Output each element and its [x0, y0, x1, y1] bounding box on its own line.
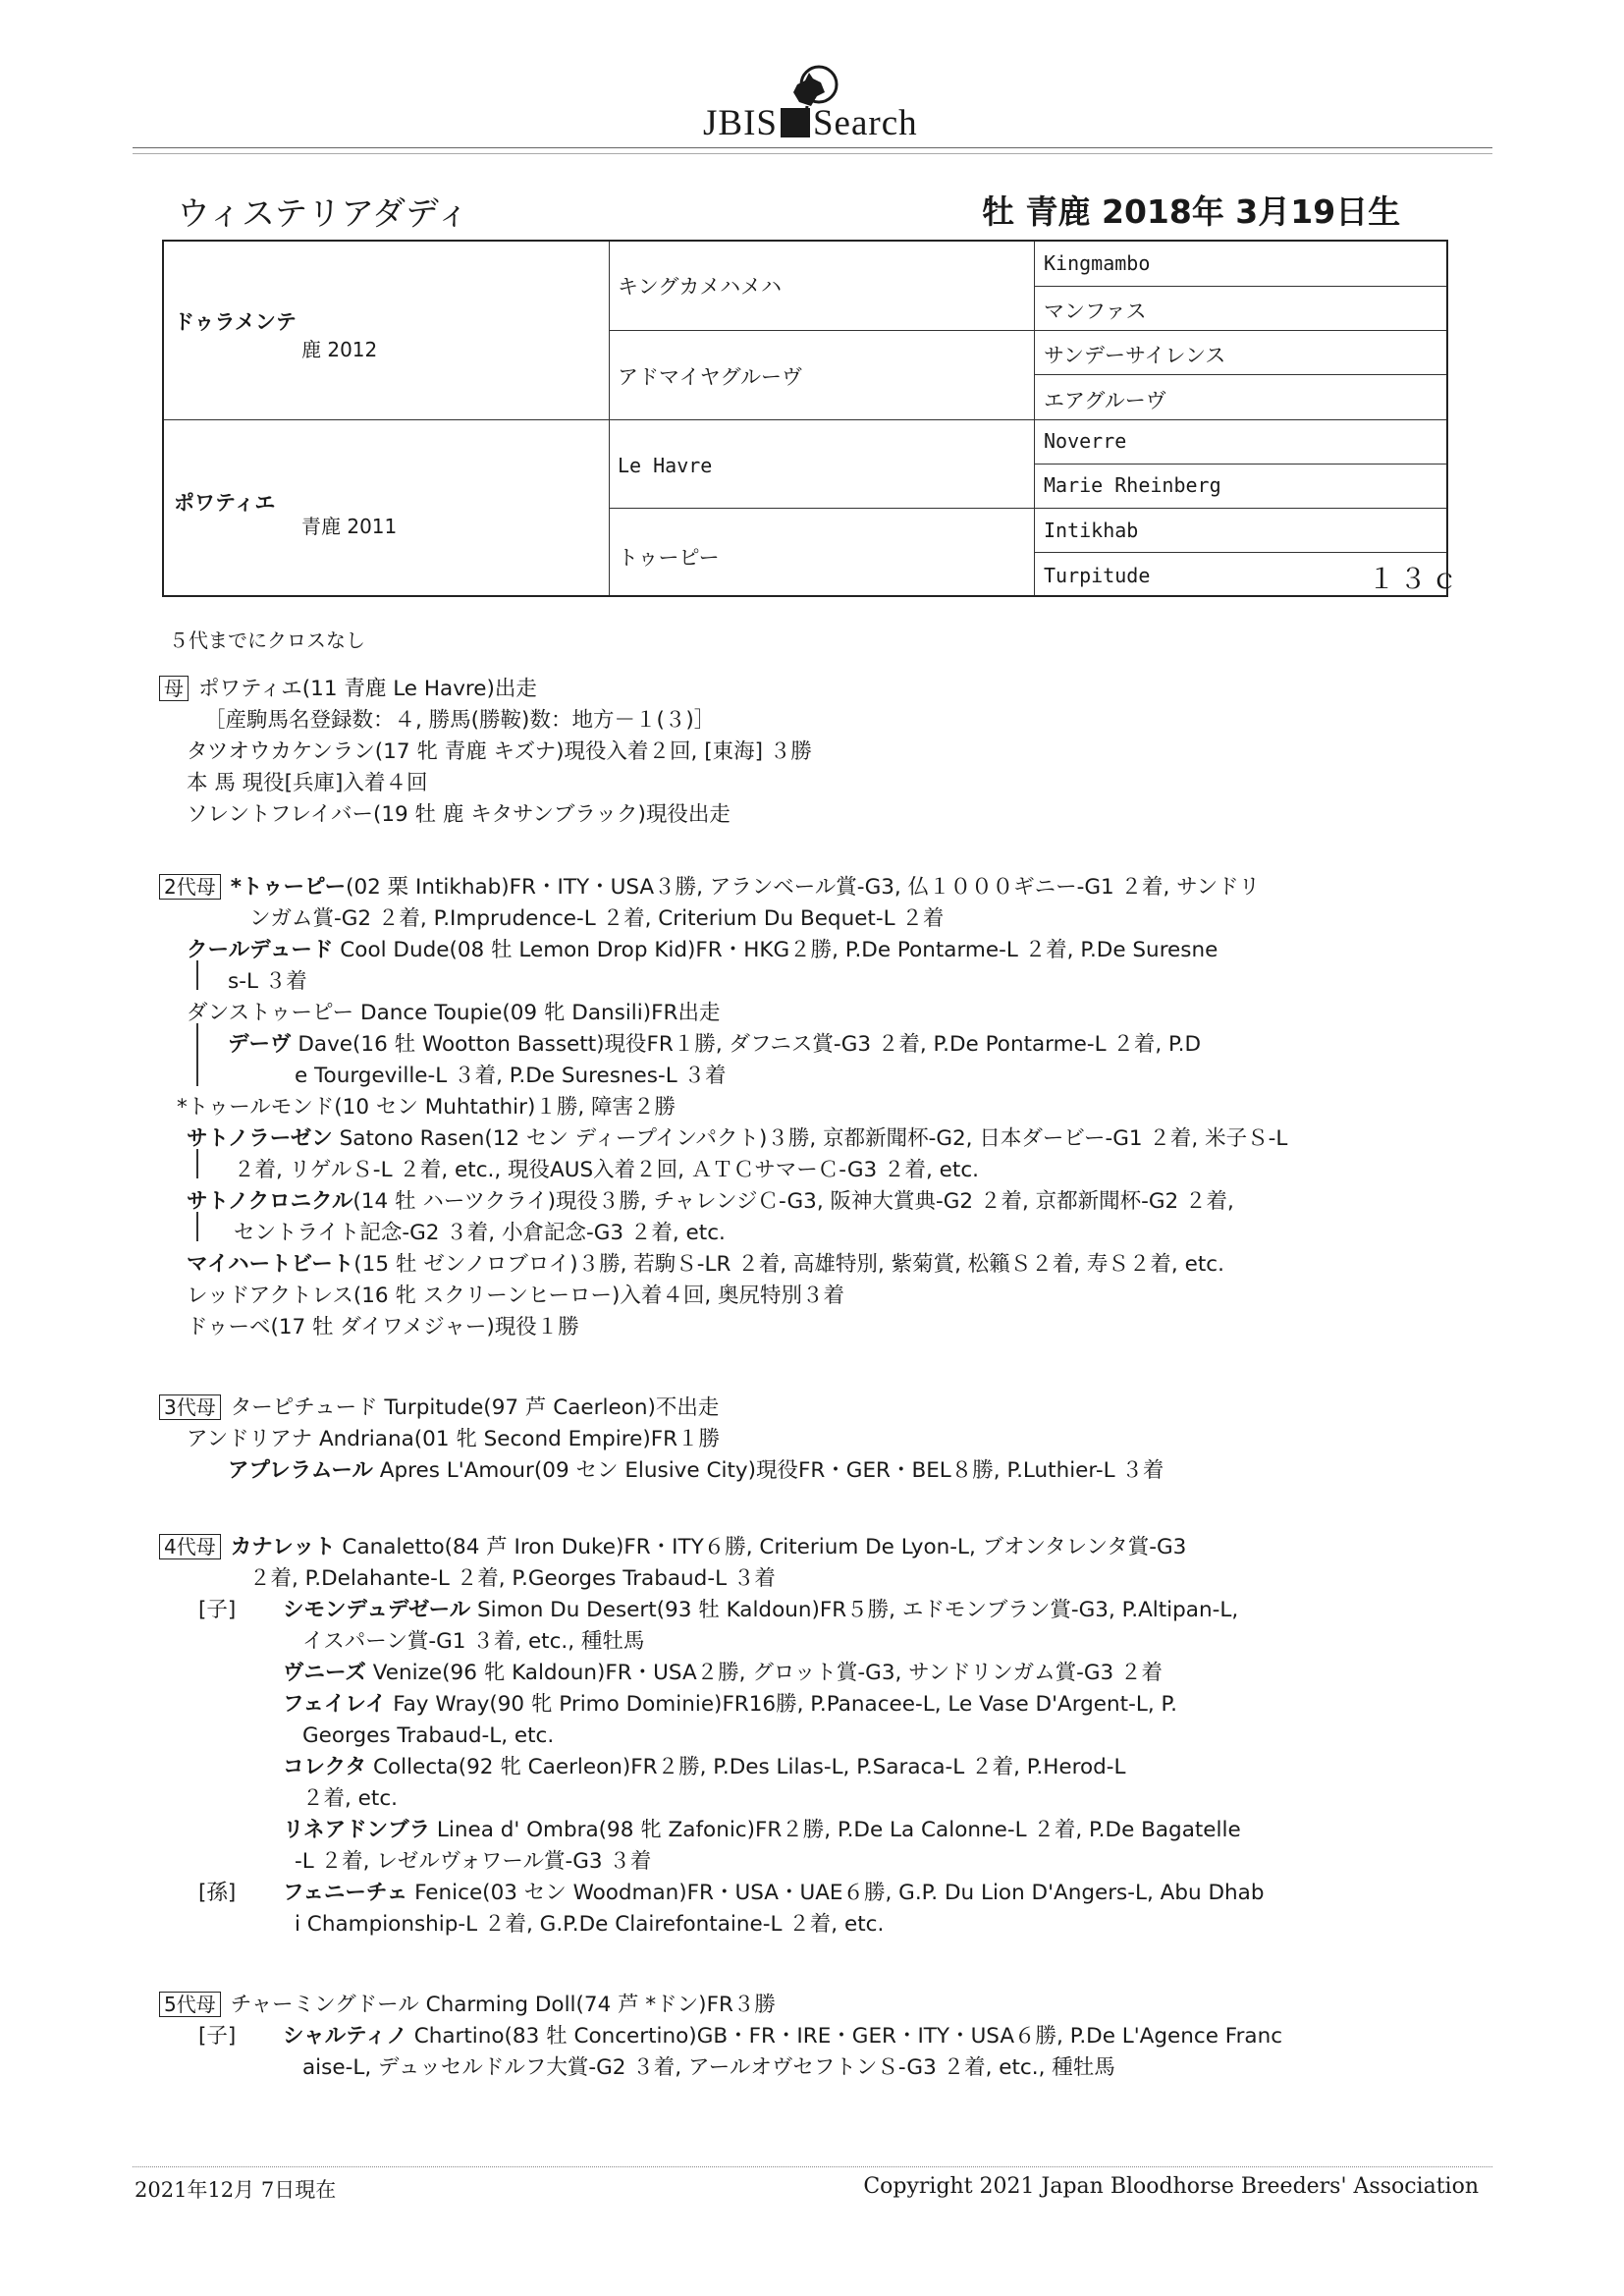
g2-name: *トゥーピー	[230, 875, 347, 900]
g5-child-name: シャルティノ	[283, 2024, 407, 2049]
logo-square	[781, 108, 810, 137]
g2-line-1: (02 栗 Intikhab)FR・ITY・USA３勝, アランベール賞-G3, 仏１０００ギニー-G1 ２着, サンドリ	[346, 875, 1261, 900]
footer-rule	[133, 2166, 1492, 2167]
g4-child-4-name: コレクタ	[283, 1755, 367, 1779]
dam-section	[157, 674, 1463, 841]
g2-line-7: e Tourgeville-L ３着, P.De Suresnes-L ３着	[295, 1064, 727, 1088]
ped-divider-2	[1034, 242, 1035, 595]
g4-line-3: Simon Du Desert(93 牡 Kaldoun)FR５勝, エドモンブラン賞-G3, P.Altipan-L,	[470, 1598, 1239, 1622]
g4-tag: 4代母	[159, 1534, 221, 1559]
g4-section	[157, 1532, 1463, 1964]
dam-line-4: 本 馬 現役[兵庫]入着４回	[187, 771, 428, 795]
g3-3: サンデーサイレンス	[1044, 344, 1226, 367]
g4-line-9: ２着, etc.	[302, 1786, 398, 1811]
g4-line-1: Canaletto(84 芦 Iron Duke)FR・ITY６勝, Criterium De Lyon-L, ブオンタレンタ賞-G3	[335, 1535, 1187, 1559]
dam-line-2: ［産駒馬名登録数：４, 勝馬(勝鞍)数：地方－１(３)］	[204, 708, 716, 733]
g2-grandchild-name: デーヴ	[228, 1032, 292, 1057]
g5-line-3: aise-L, デュッセルドルフ大賞-G2 ３着, アールオヴセフトンＳ-G3 ２着, etc., 種牡馬	[302, 2055, 1115, 2080]
g3-line-1: ターピチュード Turpitude(97 芦 Caerleon)不出走	[230, 1395, 720, 1420]
cross-note: ５代までにクロスなし	[169, 629, 365, 652]
g2-line-14: レッドアクトレス(16 牝 スクリーンヒーロー)入着４回, 奥尻特別３着	[187, 1284, 845, 1308]
g4-line-6: Fay Wray(90 牝 Primo Dominie)FR16勝, P.Panacee-L, Le Vase D'Argent-L, P.	[386, 1692, 1177, 1717]
sire-dam: アドマイヤグルーヴ	[618, 365, 802, 389]
g2-child-4-name: サトノクロニクル	[187, 1189, 353, 1214]
dam-sire: Le Havre	[618, 454, 713, 477]
horse-info: 牡 青鹿 2018年 3月19日生	[982, 192, 1401, 231]
g4-child-3-name: フェイレイ	[283, 1692, 387, 1717]
g2-line-11: (14 牡 ハーツクライ)現役３勝, チャレンジＣ-G3, 阪神大賞典-G2 ２着, 京都新聞杯-G2 ２着,	[352, 1189, 1234, 1214]
g3-4: エアグルーヴ	[1044, 389, 1166, 412]
g4-line-2: ２着, P.Delahante-L ２着, P.Georges Trabaud-L ３着	[249, 1566, 776, 1591]
g4-line-8: Collecta(92 牝 Caerleon)FR２勝, P.Des Lilas-L, P.Saraca-L ２着, P.Herod-L	[366, 1755, 1126, 1779]
g4-line-4: イスパーン賞-G1 ３着, etc., 種牡馬	[302, 1629, 645, 1654]
g2-section	[157, 872, 1463, 1363]
g3-1: Kingmambo	[1044, 251, 1151, 275]
dam-line-1: ポワティエ(11 青鹿 Le Havre)出走	[198, 677, 537, 701]
ped-divider-h	[164, 419, 1446, 420]
g4-child-5-name: リネアドンブラ	[283, 1818, 431, 1842]
header-rule-2	[133, 153, 1492, 154]
dam-line-5: ソレントフレイバー(19 牡 鹿 キタサンブラック)現役出走	[187, 802, 731, 827]
g4-name: カナレット	[230, 1535, 336, 1559]
g2-line-4: s-L ３着	[228, 969, 307, 994]
g4-line-7: Georges Trabaud-L, etc.	[302, 1723, 555, 1748]
dam-dam: トゥーピー	[618, 546, 720, 570]
g5-child-tag: [子]	[198, 2024, 237, 2049]
g3-5: Noverre	[1044, 429, 1127, 453]
g2-line-5: ダンストゥーピー Dance Toupie(09 牝 Dansili)FR出走	[187, 1001, 721, 1025]
g2-tag: 2代母	[159, 874, 221, 900]
g4-line-13: i Championship-L ２着, G.P.De Clairefontaine-L ２着, etc.	[295, 1912, 885, 1937]
g4-line-11: -L ２着, レゼルヴォワール賞-G3 ３着	[295, 1849, 652, 1874]
g4-line-5: Venize(96 牝 Kaldoun)FR・USA２勝, グロット賞-G3, サンドリンガム賞-G3 ２着	[365, 1661, 1164, 1685]
dam-detail: 青鹿 2011	[301, 515, 398, 538]
g2-line-13: (15 牡 ゼンノロブロイ)３勝, 若駒Ｓ-LR ２着, 高雄特別, 紫菊賞, 松籟Ｓ２着, 寿Ｓ２着, etc.	[353, 1252, 1224, 1277]
dam-line-3: タツオウカケンラン(17 牝 青鹿 キズナ)現役入着２回, [東海] ３勝	[187, 739, 812, 764]
g3-child-name: アプレラムール	[228, 1458, 373, 1483]
g3-line-3: Apres L'Amour(09 セン Elusive City)現役FR・GER・BEL８勝, P.Luthier-L ３着	[372, 1458, 1164, 1483]
g5-line-1: チャーミングドール Charming Doll(74 芦 *ドン)FR３勝	[230, 1993, 776, 2017]
g5-tag: 5代母	[159, 1992, 221, 2017]
sire-detail: 鹿 2012	[301, 338, 378, 361]
g4-line-10: Linea d' Ombra(98 牝 Zafonic)FR２勝, P.De La Calonne-L ２着, P.De Bagatelle	[430, 1818, 1241, 1842]
g3-7: Intikhab	[1044, 519, 1139, 542]
family-number: １３ｃ	[1368, 563, 1463, 595]
horse-name: ウィステリアダディ	[177, 194, 470, 234]
g2-line-12: セントライト記念-G2 ３着, 小倉記念-G3 ２着, etc.	[234, 1221, 726, 1245]
jbis-search-logo	[703, 63, 939, 145]
g3-section	[157, 1393, 1463, 1501]
g2-line-8: *トゥールモンド(10 セン Muhtathir)１勝, 障害２勝	[177, 1095, 677, 1120]
g5-section	[157, 1990, 1463, 2098]
g3-line-2: アンドリアナ Andriana(01 牝 Second Empire)FR１勝	[187, 1427, 721, 1451]
logo-search: Search	[812, 103, 918, 143]
sire-name: ドゥラメンテ	[174, 310, 297, 334]
g4-child-1-name: シモンデュデゼール	[283, 1598, 471, 1622]
g2-line-2: ンガム賞-G2 ２着, P.Imprudence-L ２着, Criterium Du Bequet-L ２着	[249, 906, 945, 931]
footer-date: 2021年12月 7日現在	[135, 2178, 337, 2202]
dam-tag: 母	[159, 676, 189, 701]
g2-line-10: ２着, リゲルＳ-L ２着, etc., 現役AUS入着２回, ＡＴＣサマーＣ-G3 ２着, etc.	[234, 1158, 979, 1182]
g3-6: Marie Rheinberg	[1044, 473, 1221, 497]
g2-line-9: Satono Rasen(12 セン ディープインパクト)３勝, 京都新聞杯-G2, 日本ダービー-G1 ２着, 米子Ｓ-L	[332, 1126, 1288, 1151]
g3-8: Turpitude	[1044, 564, 1151, 587]
logo-jbis: JBIS	[703, 103, 778, 143]
g4-grandchild-name: フェニーチェ	[283, 1881, 408, 1905]
g2-child-3-name: サトノラーゼン	[187, 1126, 333, 1151]
g2-child-5-name: マイハートビート	[187, 1252, 354, 1277]
g2-line-3: Cool Dude(08 牡 Lemon Drop Kid)FR・HKG２勝, P.De Pontarme-L ２着, P.De Suresne	[333, 938, 1218, 962]
sire-sire: キングカメハメハ	[618, 275, 782, 299]
pedigree-table	[162, 240, 1463, 597]
header-rule	[133, 147, 1492, 148]
g4-line-12: Fenice(03 セン Woodman)FR・USA・UAE６勝, G.P. Du Lion D'Angers-L, Abu Dhab	[407, 1881, 1265, 1905]
footer-copyright: Copyright 2021 Japan Bloodhorse Breeders' Association	[863, 2174, 1479, 2199]
g2-child-1-name: クールデュード	[187, 938, 334, 962]
g3-tag: 3代母	[159, 1394, 221, 1420]
g2-line-15: ドゥーベ(17 牡 ダイワメジャー)現役１勝	[187, 1315, 579, 1339]
dam-name: ポワティエ	[174, 491, 276, 515]
g2-line-6: Dave(16 牡 Wootton Bassett)現役FR１勝, ダフニス賞-G3 ２着, P.De Pontarme-L ２着, P.D	[291, 1032, 1202, 1057]
ped-divider-1	[609, 242, 610, 595]
g3-2: マンファス	[1044, 300, 1147, 323]
g4-child-tag: [子]	[198, 1598, 237, 1622]
g5-line-2: Chartino(83 牡 Concertino)GB・FR・IRE・GER・ITY・USA６勝, P.De L'Agence Franc	[406, 2024, 1283, 2049]
g4-child-2-name: ヴニーズ	[283, 1661, 366, 1685]
g4-grand-tag: [孫]	[198, 1881, 237, 1905]
